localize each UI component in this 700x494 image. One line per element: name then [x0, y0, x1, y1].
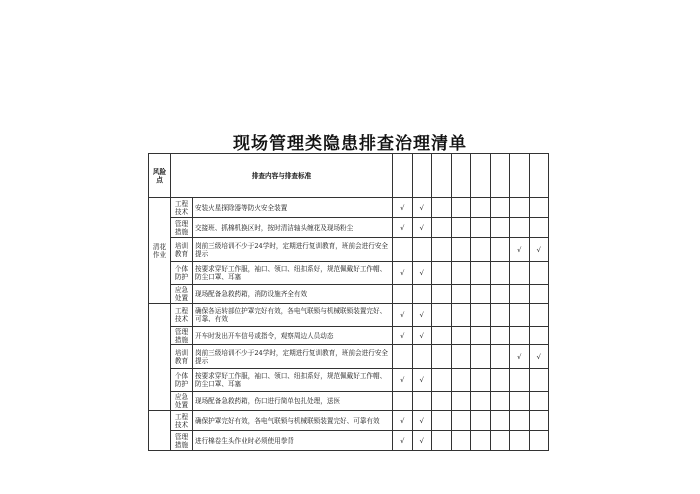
check-cell	[529, 285, 549, 304]
check-mark-cell: √	[412, 369, 432, 392]
check-cell	[529, 198, 549, 218]
table-row	[149, 327, 549, 345]
check-cell	[451, 218, 471, 238]
check-mark-cell: √	[529, 238, 549, 262]
check-cell	[432, 198, 452, 218]
check-cell	[529, 431, 549, 451]
check-mark-cell: √	[393, 198, 413, 218]
header-check-cell	[490, 154, 510, 198]
check-mark-cell: √	[412, 431, 432, 451]
check-cell	[451, 304, 471, 327]
check-cell	[529, 411, 549, 431]
check-cell	[432, 431, 452, 451]
measure-type: 培训教育	[171, 238, 193, 262]
risk-category	[149, 411, 171, 451]
measure-type: 个体防护	[171, 262, 193, 285]
measure-type: 个体防护	[171, 369, 193, 392]
check-cell	[471, 431, 491, 451]
check-cell	[529, 392, 549, 411]
check-cell	[451, 327, 471, 345]
check-cell	[490, 218, 510, 238]
check-cell	[490, 285, 510, 304]
check-cell	[510, 431, 530, 451]
check-mark-cell: √	[510, 345, 530, 369]
check-mark-cell: √	[393, 431, 413, 451]
check-mark-cell: √	[393, 304, 413, 327]
measure-type: 应急处置	[171, 285, 193, 304]
check-content: 现场配备急救药箱，伤口进行简单包扎处理，送医	[193, 392, 393, 411]
measure-type: 管理措施	[171, 218, 193, 238]
check-mark-cell: √	[510, 238, 530, 262]
check-cell	[451, 238, 471, 262]
check-cell	[471, 304, 491, 327]
header-content: 排查内容与排查标准	[171, 154, 393, 198]
table-row	[149, 392, 549, 411]
measure-type: 管理措施	[171, 431, 193, 451]
check-content: 按要求穿好工作服，袖口、领口、纽扣系好，规范佩戴好工作帽、防尘口罩、耳塞	[193, 369, 393, 392]
check-cell	[471, 369, 491, 392]
header-check-cell	[471, 154, 491, 198]
check-cell	[451, 285, 471, 304]
header-check-cell	[432, 154, 452, 198]
check-cell	[432, 327, 452, 345]
check-cell	[471, 218, 491, 238]
risk-category: 清花作业	[149, 198, 171, 304]
table-row	[149, 262, 549, 285]
check-mark-cell: √	[393, 327, 413, 345]
check-cell	[393, 345, 413, 369]
check-cell	[510, 411, 530, 431]
check-mark-cell: √	[529, 345, 549, 369]
check-cell	[471, 262, 491, 285]
table-row	[149, 431, 549, 451]
check-cell	[510, 262, 530, 285]
check-mark-cell: √	[393, 262, 413, 285]
check-cell	[510, 198, 530, 218]
check-cell	[432, 369, 452, 392]
check-cell	[451, 198, 471, 218]
check-cell	[393, 392, 413, 411]
header-check-cell	[412, 154, 432, 198]
header-check-cell	[451, 154, 471, 198]
check-cell	[432, 238, 452, 262]
table-row	[149, 198, 549, 218]
check-cell	[529, 327, 549, 345]
risk-category	[149, 304, 171, 411]
check-cell	[471, 345, 491, 369]
check-content: 确保护罩完好有效，各电气联锁与机械联锁装置完好、可靠有效	[193, 411, 393, 431]
checklist-table	[148, 153, 549, 451]
check-content: 岗前三级培训不少于24学时，定期进行复训教育，班前会进行安全提示	[193, 345, 393, 369]
check-cell	[412, 345, 432, 369]
check-cell	[490, 431, 510, 451]
table-row	[149, 218, 549, 238]
check-cell	[432, 262, 452, 285]
check-cell	[432, 304, 452, 327]
check-content: 交接班、抓棉机换区时，按时清洁轴头缠花及现场粉尘	[193, 218, 393, 238]
check-cell	[490, 369, 510, 392]
check-cell	[451, 345, 471, 369]
measure-type: 培训教育	[171, 345, 193, 369]
check-cell	[471, 327, 491, 345]
check-cell	[490, 238, 510, 262]
table-row	[149, 238, 549, 262]
check-cell	[451, 392, 471, 411]
check-mark-cell: √	[412, 198, 432, 218]
check-mark-cell: √	[412, 218, 432, 238]
check-cell	[451, 431, 471, 451]
header-risk-point: 风险点	[149, 154, 171, 198]
header-row	[149, 154, 549, 198]
measure-type: 工程技术	[171, 411, 193, 431]
header-check-cell	[393, 154, 413, 198]
measure-type: 管理措施	[171, 327, 193, 345]
check-mark-cell: √	[393, 369, 413, 392]
check-cell	[451, 411, 471, 431]
check-cell	[490, 198, 510, 218]
check-cell	[510, 304, 530, 327]
check-cell	[393, 238, 413, 262]
check-cell	[510, 392, 530, 411]
check-cell	[529, 369, 549, 392]
check-cell	[432, 411, 452, 431]
check-cell	[471, 411, 491, 431]
check-cell	[529, 262, 549, 285]
check-cell	[490, 345, 510, 369]
table-row	[149, 345, 549, 369]
check-cell	[432, 285, 452, 304]
check-cell	[490, 327, 510, 345]
check-mark-cell: √	[412, 327, 432, 345]
header-check-cell	[510, 154, 530, 198]
check-content: 确保各运转部位护罩完好有效，各电气联锁与机械联锁装置完好、可靠、有效	[193, 304, 393, 327]
check-cell	[490, 392, 510, 411]
check-content: 按要求穿好工作服，袖口、领口、纽扣系好，规范佩戴好工作帽、防尘口罩、耳塞	[193, 262, 393, 285]
check-cell	[510, 285, 530, 304]
check-cell	[412, 238, 432, 262]
check-cell	[529, 304, 549, 327]
check-mark-cell: √	[412, 411, 432, 431]
check-content: 岗前三级培训不少于24学时，定期进行复训教育，班前会进行安全提示	[193, 238, 393, 262]
check-cell	[471, 285, 491, 304]
check-mark-cell: √	[393, 218, 413, 238]
check-cell	[432, 392, 452, 411]
page-title: 现场管理类隐患排查治理清单	[233, 134, 467, 154]
check-cell	[490, 304, 510, 327]
check-cell	[432, 345, 452, 369]
check-cell	[393, 285, 413, 304]
check-content: 进行棉卷生头作业时必须使用拳背	[193, 431, 393, 451]
measure-type: 工程技术	[171, 304, 193, 327]
table-row	[149, 304, 549, 327]
check-cell	[451, 262, 471, 285]
check-cell	[432, 218, 452, 238]
check-cell	[412, 285, 432, 304]
check-cell	[510, 218, 530, 238]
table-row	[149, 285, 549, 304]
check-cell	[529, 218, 549, 238]
check-cell	[471, 238, 491, 262]
table-row	[149, 369, 549, 392]
check-content: 现场配备急救药箱，消防设施齐全有效	[193, 285, 393, 304]
check-content: 开车时发出开车信号或指令，观察周边人员动态	[193, 327, 393, 345]
measure-type: 应急处置	[171, 392, 193, 411]
check-cell	[510, 369, 530, 392]
check-content: 安装火星探除器等防火安全装置	[193, 198, 393, 218]
check-mark-cell: √	[393, 411, 413, 431]
check-cell	[412, 392, 432, 411]
check-cell	[490, 262, 510, 285]
check-cell	[490, 411, 510, 431]
check-mark-cell: √	[412, 304, 432, 327]
measure-type: 工程技术	[171, 198, 193, 218]
check-cell	[471, 198, 491, 218]
table-row	[149, 411, 549, 431]
check-cell	[471, 392, 491, 411]
header-check-cell	[529, 154, 549, 198]
check-cell	[451, 369, 471, 392]
check-mark-cell: √	[412, 262, 432, 285]
check-cell	[510, 327, 530, 345]
